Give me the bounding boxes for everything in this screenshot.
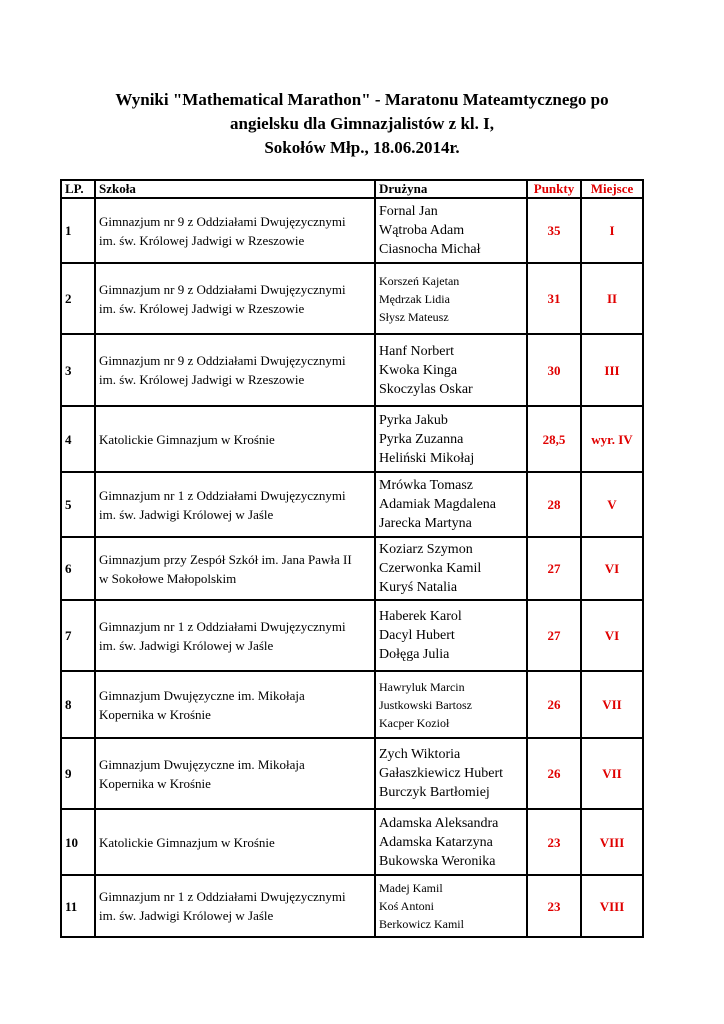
row-place: VI [581,600,643,671]
row-school [95,671,375,738]
team-member: Fornal Jan [379,204,438,219]
row-place: VI [581,537,643,600]
row-points: 26 [527,738,581,809]
team-member: Czerwonka Kamil [379,561,482,576]
row-place: wyr. IV [581,406,643,472]
school-line: Gimnazjum nr 1 z Oddziałami Dwujęzycznymi [99,889,346,904]
team-member: Korszeń Kajetan [379,273,460,288]
row-lp: 11 [61,875,95,937]
header-points: Punkty [527,180,581,198]
row-points: 23 [527,875,581,937]
school-line: Gimnazjum nr 1 z Oddziałami Dwujęzycznymi [99,618,346,634]
team-member: Kwoka Kinga [379,362,458,378]
team-member: Ciasnocha Michał [379,242,481,257]
row-points: 31 [527,263,581,334]
header-school: Szkoła [95,180,375,198]
row-points: 28 [527,472,581,537]
row-team [375,472,527,537]
team-member: Dołęga Julia [379,647,450,662]
row-lp: 4 [61,406,95,472]
header-lp: LP. [61,180,95,198]
table-row [61,472,643,537]
table-row [61,334,643,406]
row-lp: 2 [61,263,95,334]
school-line: Kopernika w Krośnie [99,706,211,722]
school-line: w Sokołowe Małopolskim [99,570,237,586]
team-member: Pyrka Jakub [379,412,448,428]
title-line-1: Wyniki "Mathematical Marathon" - Maratonu Mateamtycznego po [115,90,609,109]
team-member: Adamiak Magdalena [379,497,497,512]
table-row [61,671,643,738]
team-member: Kacper Kozioł [379,715,450,730]
team-member: Mędrzak Lidia [379,291,450,306]
row-team [375,406,527,472]
team-member: Hawryluk Marcin [379,679,465,694]
team-member: Adamska Aleksandra [379,815,499,831]
school-line: im. św. Jadwigi Królowej w Jaśle [99,908,274,923]
school-line: im. św. Królowej Jadwigi w Rzeszowie [99,372,305,387]
row-lp: 10 [61,809,95,875]
row-team [375,537,527,600]
row-team [375,875,527,937]
school-line: im. św. Królowej Jadwigi w Rzeszowie [99,232,305,248]
row-school [95,738,375,809]
school-line: Kopernika w Krośnie [99,775,211,791]
row-place: VII [581,671,643,738]
table-row [61,537,643,600]
row-place: II [581,263,643,334]
row-school [95,334,375,406]
row-school [95,600,375,671]
table-row [61,809,643,875]
school-line: Gimnazjum Dwujęzyczne im. Mikołaja [99,756,305,772]
row-points: 27 [527,537,581,600]
school-line: Gimnazjum przy Zespół Szkół im. Jana Pawła II [99,551,352,567]
school-line: Gimnazjum nr 9 z Oddziałami Dwujęzycznymi [99,213,346,229]
team-member: Gałaszkiewicz Hubert [379,766,503,781]
school-line: Gimnazjum nr 1 z Oddziałami Dwujęzycznymi [99,487,346,503]
row-points: 30 [527,334,581,406]
school-line: Gimnazjum nr 9 z Oddziałami Dwujęzycznymi [99,281,346,297]
team-member: Burczyk Bartłomiej [379,785,490,800]
row-school [95,875,375,937]
results-table [60,179,644,938]
table-row [61,406,643,472]
row-team [375,671,527,738]
team-member: Zych Wiktoria [379,747,461,762]
row-lp: 7 [61,600,95,671]
row-team [375,809,527,875]
row-school [95,198,375,263]
header-team: Drużyna [375,180,527,198]
team-member: Dacyl Hubert [379,628,455,643]
table-row [61,600,643,671]
row-school [95,406,375,472]
table-row [61,263,643,334]
row-points: 26 [527,671,581,738]
row-school [95,472,375,537]
school-line: im. św. Jadwigi Królowej w Jaśle [99,506,274,522]
row-team [375,263,527,334]
team-member: Berkowicz Kamil [379,917,464,931]
table-row [61,738,643,809]
row-team [375,600,527,671]
team-member: Jarecka Martyna [379,516,472,531]
row-place: I [581,198,643,263]
row-team [375,738,527,809]
team-member: Kuryś Natalia [379,580,458,595]
team-member: Haberek Karol [379,609,462,624]
school-line: Gimnazjum Dwujęzyczne im. Mikołaja [99,687,305,703]
team-member: Skoczylas Oskar [379,381,473,397]
table-row [61,198,643,263]
team-member: Adamska Katarzyna [379,834,493,850]
team-member: Bukowska Weronika [379,853,496,869]
header-place: Miejsce [581,180,643,198]
table-row [61,875,643,937]
row-points: 23 [527,809,581,875]
row-place: III [581,334,643,406]
title-line-3: Sokołów Młp., 18.06.2014r. [264,138,460,157]
title-line-2: angielsku dla Gimnazjalistów z kl. I, [229,114,494,133]
row-school [95,537,375,600]
team-member: Heliński Mikołaj [379,450,475,466]
school-line: im. św. Jadwigi Królowej w Jaśle [99,637,274,653]
team-member: Justkowski Bartosz [379,697,472,712]
document-title [0,88,724,160]
row-lp: 1 [61,198,95,263]
school-line: Gimnazjum nr 9 z Oddziałami Dwujęzycznymi [99,353,346,368]
row-points: 28,5 [527,406,581,472]
row-lp: 5 [61,472,95,537]
team-member: Hanf Norbert [379,343,455,359]
row-team [375,198,527,263]
header-row [61,180,643,198]
team-member: Madej Kamil [379,881,443,895]
row-lp: 3 [61,334,95,406]
row-points: 35 [527,198,581,263]
row-lp: 6 [61,537,95,600]
team-member: Pyrka Zuzanna [379,431,464,447]
team-member: Wątroba Adam [379,223,465,238]
row-lp: 9 [61,738,95,809]
row-school [95,263,375,334]
row-place: V [581,472,643,537]
school-line: im. św. Królowej Jadwigi w Rzeszowie [99,300,305,316]
team-member: Koziarz Szymon [379,542,473,557]
row-points: 27 [527,600,581,671]
row-lp: 8 [61,671,95,738]
school-line: Katolickie Gimnazjum w Krośnie [99,834,275,850]
row-team [375,334,527,406]
team-member: Słysz Mateusz [379,309,449,324]
team-member: Koś Antoni [379,899,435,913]
school-line: Katolickie Gimnazjum w Krośnie [99,431,275,447]
row-school [95,809,375,875]
row-place: VIII [581,875,643,937]
row-place: VIII [581,809,643,875]
team-member: Mrówka Tomasz [379,478,474,493]
row-place: VII [581,738,643,809]
